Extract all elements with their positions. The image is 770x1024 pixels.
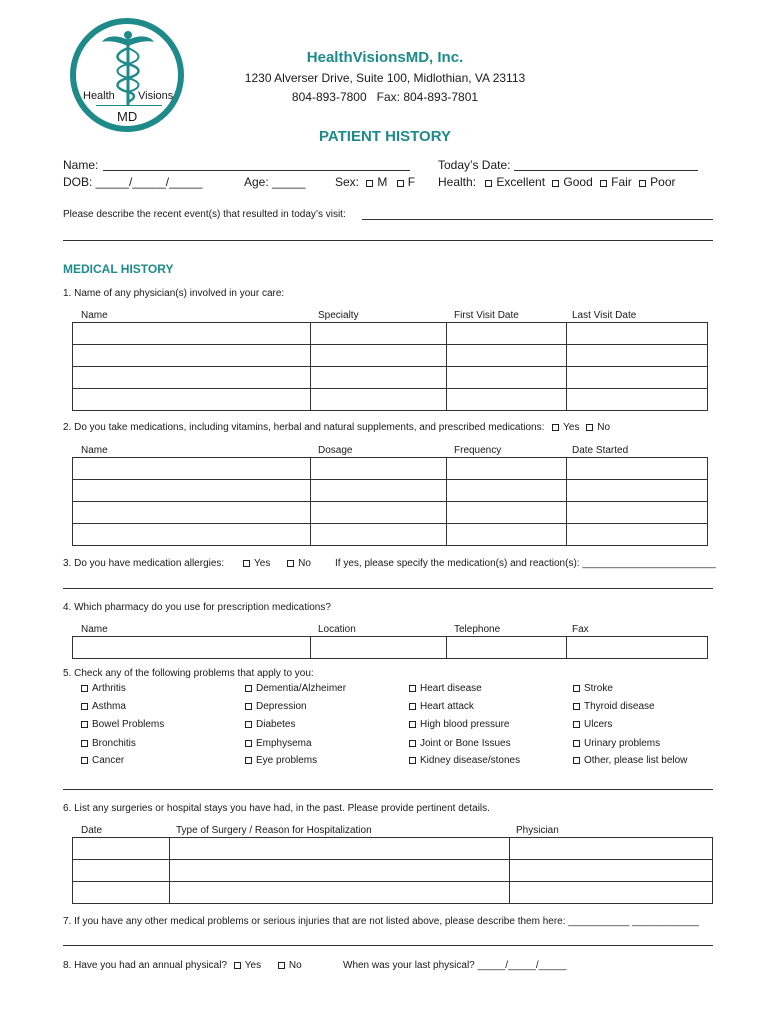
todays-date-field[interactable] (514, 170, 698, 171)
health-group (438, 175, 676, 189)
table-cell[interactable] (170, 882, 510, 904)
q8-yes-label: Yes (244, 960, 262, 971)
table-row (73, 323, 708, 345)
problem-label: High blood pressure (420, 719, 510, 730)
health-excellent-label: Excellent (496, 175, 546, 189)
table-row (73, 882, 713, 904)
table-cell[interactable] (73, 480, 311, 502)
table-cell[interactable] (311, 502, 447, 524)
list-item (245, 719, 295, 731)
problem-checkbox[interactable] (573, 703, 580, 710)
table-row (73, 637, 708, 659)
list-item (409, 755, 520, 767)
problem-checkbox[interactable] (245, 703, 252, 710)
table-cell[interactable] (73, 838, 170, 860)
problem-label: Emphysema (256, 738, 312, 749)
problem-checkbox[interactable] (245, 685, 252, 692)
problem-label: Ulcers (584, 719, 613, 730)
age-field[interactable]: Age: _____ (244, 175, 306, 189)
problem-label: Asthma (92, 701, 126, 712)
problem-checkbox[interactable] (409, 703, 416, 710)
problem-checkbox[interactable] (81, 721, 88, 728)
problem-checkbox[interactable] (573, 740, 580, 747)
q5-other-field-line[interactable] (63, 789, 713, 790)
q3-no-label: No (298, 558, 311, 569)
problem-label: Joint or Bone Issues (420, 738, 511, 749)
problem-checkbox[interactable] (573, 757, 580, 764)
q2-text: 2. Do you take medications, including vitamins, herbal and natural supplements, and prescribed medications: (63, 422, 545, 433)
list-item (409, 719, 510, 731)
q5-text: 5. Check any of the following problems that apply to you: (63, 668, 314, 679)
list-item (573, 755, 687, 767)
problem-checkbox[interactable] (409, 740, 416, 747)
health-fair-label: Fair (611, 175, 632, 189)
problem-label: Heart attack (420, 701, 474, 712)
table-cell[interactable] (567, 480, 708, 502)
q7-text[interactable]: 7. If you have any other medical problems or serious injuries that are not listed above, please describe them here: ___________ ____________ (63, 916, 699, 927)
list-item (245, 701, 307, 713)
visit-prompt: Please describe the recent event(s) that resulted in today’s visit: (63, 209, 346, 220)
q3-no-checkbox[interactable] (287, 560, 294, 567)
problem-label: Diabetes (256, 719, 296, 730)
table-row (73, 838, 713, 860)
table-cell[interactable] (311, 367, 447, 389)
health-label: Health: (438, 175, 477, 189)
problem-label: Urinary problems (584, 738, 661, 749)
problem-label: Arthritis (92, 683, 126, 694)
q3-yes-label: Yes (254, 558, 271, 569)
q2-no-checkbox[interactable] (586, 424, 593, 431)
problem-checkbox[interactable] (81, 685, 88, 692)
q1-col-name: Name (81, 310, 108, 321)
q4-col-name: Name (81, 624, 108, 635)
list-item (573, 738, 660, 750)
health-excellent-checkbox[interactable] (485, 180, 492, 187)
table-row (73, 389, 708, 411)
sex-f-checkbox[interactable] (397, 180, 404, 187)
table-row (73, 345, 708, 367)
q3-field-line[interactable] (63, 588, 713, 589)
visit-field-line-2[interactable] (63, 240, 713, 241)
q1-col-first-visit: First Visit Date (454, 310, 519, 321)
table-cell[interactable] (567, 389, 708, 411)
table-cell[interactable] (311, 345, 447, 367)
table-cell[interactable] (447, 480, 567, 502)
q6-surgery-table (72, 837, 713, 904)
company-address: 1230 Alverser Drive, Suite 100, Midlothian, VA 23113 (244, 71, 526, 85)
logo-text-health: Health (83, 90, 115, 102)
table-cell[interactable] (567, 637, 708, 659)
list-item (81, 755, 124, 767)
q4-col-telephone: Telephone (454, 624, 501, 635)
table-cell[interactable] (73, 389, 311, 411)
table-cell[interactable] (311, 323, 447, 345)
health-poor-checkbox[interactable] (639, 180, 646, 187)
q1-physician-table (72, 322, 708, 411)
list-item (573, 683, 613, 695)
table-cell[interactable] (73, 860, 170, 882)
list-item (573, 701, 655, 713)
table-cell[interactable] (510, 882, 713, 904)
q6-text: 6. List any surgeries or hospital stays you have had, in the past. Please provide pertinent details. (63, 803, 490, 814)
table-cell[interactable] (447, 389, 567, 411)
health-fair-checkbox[interactable] (600, 180, 607, 187)
q4-col-fax: Fax (572, 624, 589, 635)
q2-col-frequency: Frequency (454, 445, 502, 456)
list-item (245, 755, 317, 767)
sex-label: Sex: (335, 175, 360, 189)
q1-text: 1. Name of any physician(s) involved in your care: (63, 288, 285, 299)
name-label: Name: (63, 158, 99, 172)
problem-checkbox[interactable] (245, 721, 252, 728)
q1-col-specialty: Specialty (318, 310, 359, 321)
company-name: HealthVisionsMD, Inc. (306, 49, 464, 66)
table-row (73, 458, 708, 480)
q2-yes-checkbox[interactable] (552, 424, 559, 431)
q8-no-label: No (288, 960, 302, 971)
table-cell[interactable] (170, 838, 510, 860)
list-item (81, 701, 126, 713)
q1-col-last-visit: Last Visit Date (572, 310, 637, 321)
q6-col-type: Type of Surgery / Reason for Hospitalization (176, 825, 372, 836)
table-cell[interactable] (447, 524, 567, 546)
table-cell[interactable] (567, 367, 708, 389)
q7-field-line[interactable] (63, 945, 713, 946)
problem-checkbox[interactable] (409, 757, 416, 764)
table-cell[interactable] (311, 637, 447, 659)
visit-field-line-1[interactable] (362, 219, 713, 220)
problem-checkbox[interactable] (409, 721, 416, 728)
table-row (73, 367, 708, 389)
q2-row (63, 422, 610, 434)
q3-yes-checkbox[interactable] (243, 560, 250, 567)
logo-text-visions: Visions (138, 90, 174, 102)
table-row (73, 860, 713, 882)
q4-col-location: Location (318, 624, 356, 635)
medical-history-heading: MEDICAL HISTORY (63, 262, 174, 276)
table-cell[interactable] (510, 860, 713, 882)
list-item (409, 683, 482, 695)
name-field[interactable] (103, 170, 410, 171)
problem-label: Dementia/Alzheimer (256, 683, 347, 694)
problem-checkbox[interactable] (81, 703, 88, 710)
table-cell[interactable] (73, 524, 311, 546)
table-cell[interactable] (170, 860, 510, 882)
list-item (245, 738, 312, 750)
table-cell[interactable] (447, 367, 567, 389)
table-cell[interactable] (73, 367, 311, 389)
table-cell[interactable] (447, 637, 567, 659)
q2-col-dosage: Dosage (318, 445, 353, 456)
q3-specify[interactable]: If yes, please specify the medication(s) and reaction(s): ________________________ (335, 558, 716, 569)
sex-m-checkbox[interactable] (366, 180, 373, 187)
table-cell[interactable] (567, 323, 708, 345)
problem-label: Stroke (584, 683, 613, 694)
table-cell[interactable] (447, 323, 567, 345)
table-cell[interactable] (73, 882, 170, 904)
table-cell[interactable] (73, 458, 311, 480)
todays-date-label: Today’s Date: (438, 158, 511, 172)
q4-text: 4. Which pharmacy do you use for prescription medications? (63, 602, 331, 613)
problem-label: Thyroid disease (584, 701, 655, 712)
logo-divider (96, 105, 162, 106)
table-cell[interactable] (567, 458, 708, 480)
table-cell[interactable] (311, 524, 447, 546)
table-cell[interactable] (311, 480, 447, 502)
q8-row (63, 960, 302, 972)
q3-text: 3. Do you have medication allergies: (63, 558, 225, 569)
problem-checkbox[interactable] (573, 685, 580, 692)
list-item (81, 719, 164, 731)
list-item (245, 683, 346, 695)
problem-checkbox[interactable] (81, 757, 88, 764)
problem-label: Eye problems (256, 755, 318, 766)
form-title: PATIENT HISTORY (319, 128, 451, 145)
q8-yes-checkbox[interactable] (234, 962, 241, 969)
problem-checkbox[interactable] (245, 740, 252, 747)
q6-col-date: Date (81, 825, 103, 836)
list-item (81, 683, 126, 695)
problem-checkbox[interactable] (573, 721, 580, 728)
problem-label: Cancer (92, 755, 125, 766)
table-cell[interactable] (447, 458, 567, 480)
sex-f-label: F (407, 175, 416, 189)
problem-label: Bronchitis (92, 738, 136, 749)
problem-label: Depression (256, 701, 307, 712)
problem-label: Bowel Problems (92, 719, 165, 730)
q6-col-physician: Physician (516, 825, 559, 836)
problem-checkbox[interactable] (245, 757, 252, 764)
table-cell[interactable] (447, 345, 567, 367)
health-good-label: Good (563, 175, 593, 189)
company-phones: 804-893-7800 Fax: 804-893-7801 (291, 90, 479, 104)
table-row (73, 480, 708, 502)
sex-m-label: M (377, 175, 388, 189)
q8-no-checkbox[interactable] (278, 962, 285, 969)
q2-medication-table (72, 457, 708, 546)
q8-text: 8. Have you had an annual physical? (63, 960, 228, 971)
table-cell[interactable] (567, 345, 708, 367)
q2-col-name: Name (81, 445, 108, 456)
q4-pharmacy-table (72, 636, 708, 659)
table-cell[interactable] (510, 838, 713, 860)
q2-col-date-started: Date Started (572, 445, 629, 456)
problem-checkbox[interactable] (81, 740, 88, 747)
sex-group (335, 175, 415, 189)
table-cell[interactable] (73, 345, 311, 367)
list-item (409, 701, 474, 713)
list-item (409, 738, 511, 750)
table-cell[interactable] (567, 524, 708, 546)
q2-no-label: No (597, 422, 611, 433)
health-good-checkbox[interactable] (552, 180, 559, 187)
table-cell[interactable] (73, 637, 311, 659)
problem-label: Kidney disease/stones (420, 755, 521, 766)
q2-yes-label: Yes (563, 422, 580, 433)
table-row (73, 502, 708, 524)
table-cell[interactable] (73, 323, 311, 345)
table-cell[interactable] (73, 502, 311, 524)
problem-label: Other, please list below (584, 755, 688, 766)
q8-last-physical[interactable]: When was your last physical? _____/_____/_____ (343, 960, 567, 971)
list-item (81, 738, 136, 750)
health-poor-label: Poor (650, 175, 676, 189)
table-cell[interactable] (567, 502, 708, 524)
table-cell[interactable] (311, 389, 447, 411)
logo-text-md: MD (117, 109, 138, 124)
q3-options (243, 558, 311, 570)
problem-label: Heart disease (420, 683, 482, 694)
list-item (573, 719, 612, 731)
problem-checkbox[interactable] (409, 685, 416, 692)
table-row (73, 524, 708, 546)
table-cell[interactable] (311, 458, 447, 480)
dob-field[interactable]: DOB: _____/_____/_____ (63, 175, 203, 189)
table-cell[interactable] (447, 502, 567, 524)
